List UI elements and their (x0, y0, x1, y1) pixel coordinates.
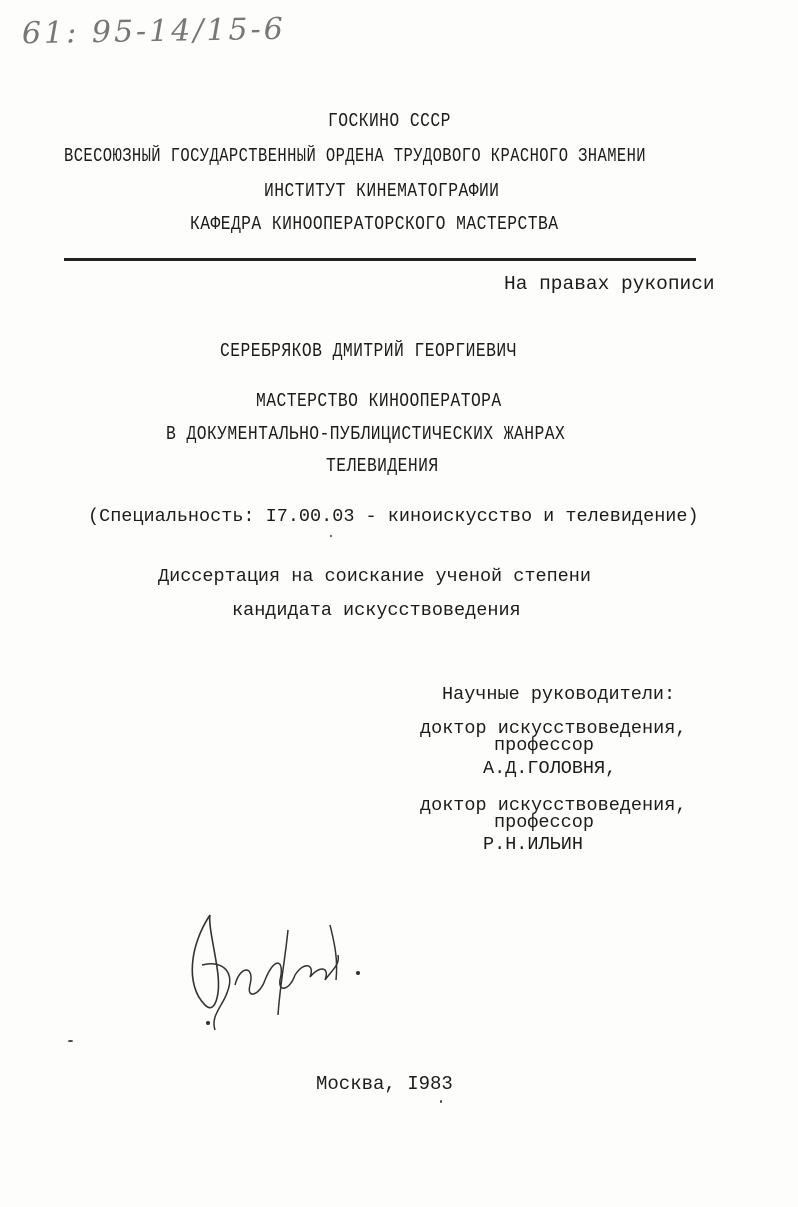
supervisor-1-degree: доктор искусствоведения, (420, 718, 687, 739)
specialty-line: (Специальность: I7.00.03 - киноискусство и телевидение) (88, 506, 699, 527)
place-and-year: Москва, I983 (316, 1073, 453, 1095)
supervisor-1-rank: профессор (494, 735, 594, 756)
author-name: СЕРЕБРЯКОВ ДМИТРИЙ ГЕОРГИЕВИЧ (220, 340, 517, 362)
paper-speck (330, 535, 332, 537)
supervisor-2-degree: доктор искусствоведения, (420, 795, 687, 816)
header-line-1: ГОСКИНО СССР (327, 110, 451, 132)
dissertation-line-1: Диссертация на соискание ученой степени (158, 566, 591, 587)
supervisor-2-rank: профессор (494, 812, 594, 833)
supervisor-2-name: Р.Н.ИЛЬИН (483, 834, 583, 855)
supervisors-heading: Научные руководители: (442, 684, 676, 705)
supervisor-1-name: А.Д.ГОЛОВНЯ, (483, 758, 617, 779)
header-line-2: ВСЕСОЮЗНЫЙ ГОСУДАРСТВЕННЫЙ ОРДЕНА ТРУДОВОГО КРАСНОГО ЗНАМЕНИ (64, 145, 647, 167)
title-line-2: В ДОКУМЕНТАЛЬНО-ПУБЛИЦИСТИЧЕСКИХ ЖАНРАХ (166, 423, 566, 445)
header-line-4: КАФЕДРА КИНООПЕРАТОРСКОГО МАСТЕРСТВА (190, 213, 559, 235)
author-signature (180, 905, 380, 1045)
title-line-1: МАСТЕРСТВО КИНООПЕРАТОРА (256, 390, 502, 412)
header-line-3: ИНСТИТУТ КИНЕМАТОГРАФИИ (264, 180, 500, 202)
dissertation-line-2: кандидата искусствоведения (232, 600, 521, 621)
rights-notice: На правах рукописи (504, 273, 715, 295)
archive-handwritten-note: 61: 95-14/15-6 (21, 11, 287, 52)
paper-speck (68, 1040, 73, 1042)
title-line-3: ТЕЛЕВИДЕНИЯ (326, 455, 439, 477)
header-divider (64, 258, 696, 261)
paper-speck (440, 1100, 442, 1103)
